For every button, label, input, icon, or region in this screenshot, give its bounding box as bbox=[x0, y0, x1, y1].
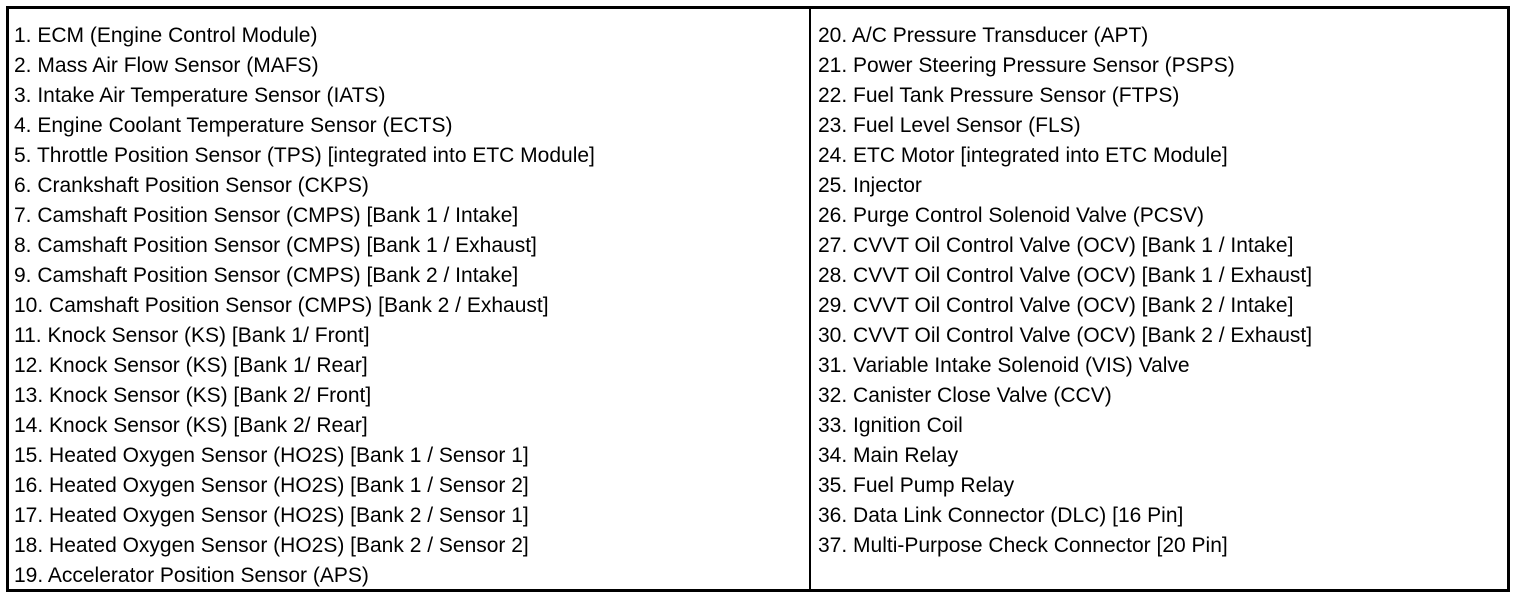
legend-right-column bbox=[811, 9, 1507, 589]
legend-entry: 28. CVVT Oil Control Valve (OCV) [Bank 1 / Exhaust] bbox=[818, 264, 1313, 287]
legend-entry: 4. Engine Coolant Temperature Sensor (ECTS) bbox=[14, 114, 453, 137]
component-legend-table bbox=[6, 6, 1510, 592]
legend-entry: 26. Purge Control Solenoid Valve (PCSV) bbox=[818, 204, 1204, 227]
legend-entry: 32. Canister Close Valve (CCV) bbox=[818, 384, 1112, 407]
legend-entry: 33. Ignition Coil bbox=[818, 414, 963, 437]
legend-entry: 10. Camshaft Position Sensor (CMPS) [Bank 2 / Exhaust] bbox=[14, 294, 549, 317]
legend-entry: 1. ECM (Engine Control Module) bbox=[14, 24, 318, 47]
legend-entry: 9. Camshaft Position Sensor (CMPS) [Bank 2 / Intake] bbox=[14, 264, 519, 287]
legend-entry: 31. Variable Intake Solenoid (VIS) Valve bbox=[818, 354, 1190, 377]
legend-entry: 11. Knock Sensor (KS) [Bank 1/ Front] bbox=[14, 324, 370, 347]
legend-entry: 8. Camshaft Position Sensor (CMPS) [Bank 1 / Exhaust] bbox=[14, 234, 537, 257]
legend-entry: 36. Data Link Connector (DLC) [16 Pin] bbox=[818, 504, 1184, 527]
legend-entry: 19. Accelerator Position Sensor (APS) bbox=[14, 564, 369, 587]
legend-entry: 20. A/C Pressure Transducer (APT) bbox=[818, 24, 1149, 47]
legend-entry: 35. Fuel Pump Relay bbox=[818, 474, 1015, 497]
legend-entry: 34. Main Relay bbox=[818, 444, 959, 467]
legend-entry: 22. Fuel Tank Pressure Sensor (FTPS) bbox=[818, 84, 1180, 107]
legend-entry: 16. Heated Oxygen Sensor (HO2S) [Bank 1 / Sensor 2] bbox=[14, 474, 529, 497]
legend-entry: 5. Throttle Position Sensor (TPS) [integrated into ETC Module] bbox=[14, 144, 595, 167]
legend-entry: 6. Crankshaft Position Sensor (CKPS) bbox=[14, 174, 369, 197]
legend-entry: 15. Heated Oxygen Sensor (HO2S) [Bank 1 / Sensor 1] bbox=[14, 444, 529, 467]
legend-entry: 14. Knock Sensor (KS) [Bank 2/ Rear] bbox=[14, 414, 368, 437]
legend-entry: 24. ETC Motor [integrated into ETC Module] bbox=[818, 144, 1228, 167]
legend-entry: 37. Multi-Purpose Check Connector [20 Pin] bbox=[818, 534, 1228, 557]
legend-entry: 25. Injector bbox=[818, 174, 922, 197]
legend-entry: 29. CVVT Oil Control Valve (OCV) [Bank 2 / Intake] bbox=[818, 294, 1294, 317]
legend-entry: 3. Intake Air Temperature Sensor (IATS) bbox=[14, 84, 386, 107]
legend-entry: 27. CVVT Oil Control Valve (OCV) [Bank 1 / Intake] bbox=[818, 234, 1294, 257]
legend-entry: 30. CVVT Oil Control Valve (OCV) [Bank 2 / Exhaust] bbox=[818, 324, 1313, 347]
legend-entry: 21. Power Steering Pressure Sensor (PSPS) bbox=[818, 54, 1235, 77]
legend-entry: 13. Knock Sensor (KS) [Bank 2/ Front] bbox=[14, 384, 372, 407]
legend-left-column bbox=[9, 9, 811, 589]
legend-entry: 17. Heated Oxygen Sensor (HO2S) [Bank 2 / Sensor 1] bbox=[14, 504, 529, 527]
legend-entry: 18. Heated Oxygen Sensor (HO2S) [Bank 2 / Sensor 2] bbox=[14, 534, 529, 557]
legend-entry: 12. Knock Sensor (KS) [Bank 1/ Rear] bbox=[14, 354, 368, 377]
legend-entry: 23. Fuel Level Sensor (FLS) bbox=[818, 114, 1081, 137]
legend-entry: 7. Camshaft Position Sensor (CMPS) [Bank 1 / Intake] bbox=[14, 204, 519, 227]
legend-entry: 2. Mass Air Flow Sensor (MAFS) bbox=[14, 54, 319, 77]
